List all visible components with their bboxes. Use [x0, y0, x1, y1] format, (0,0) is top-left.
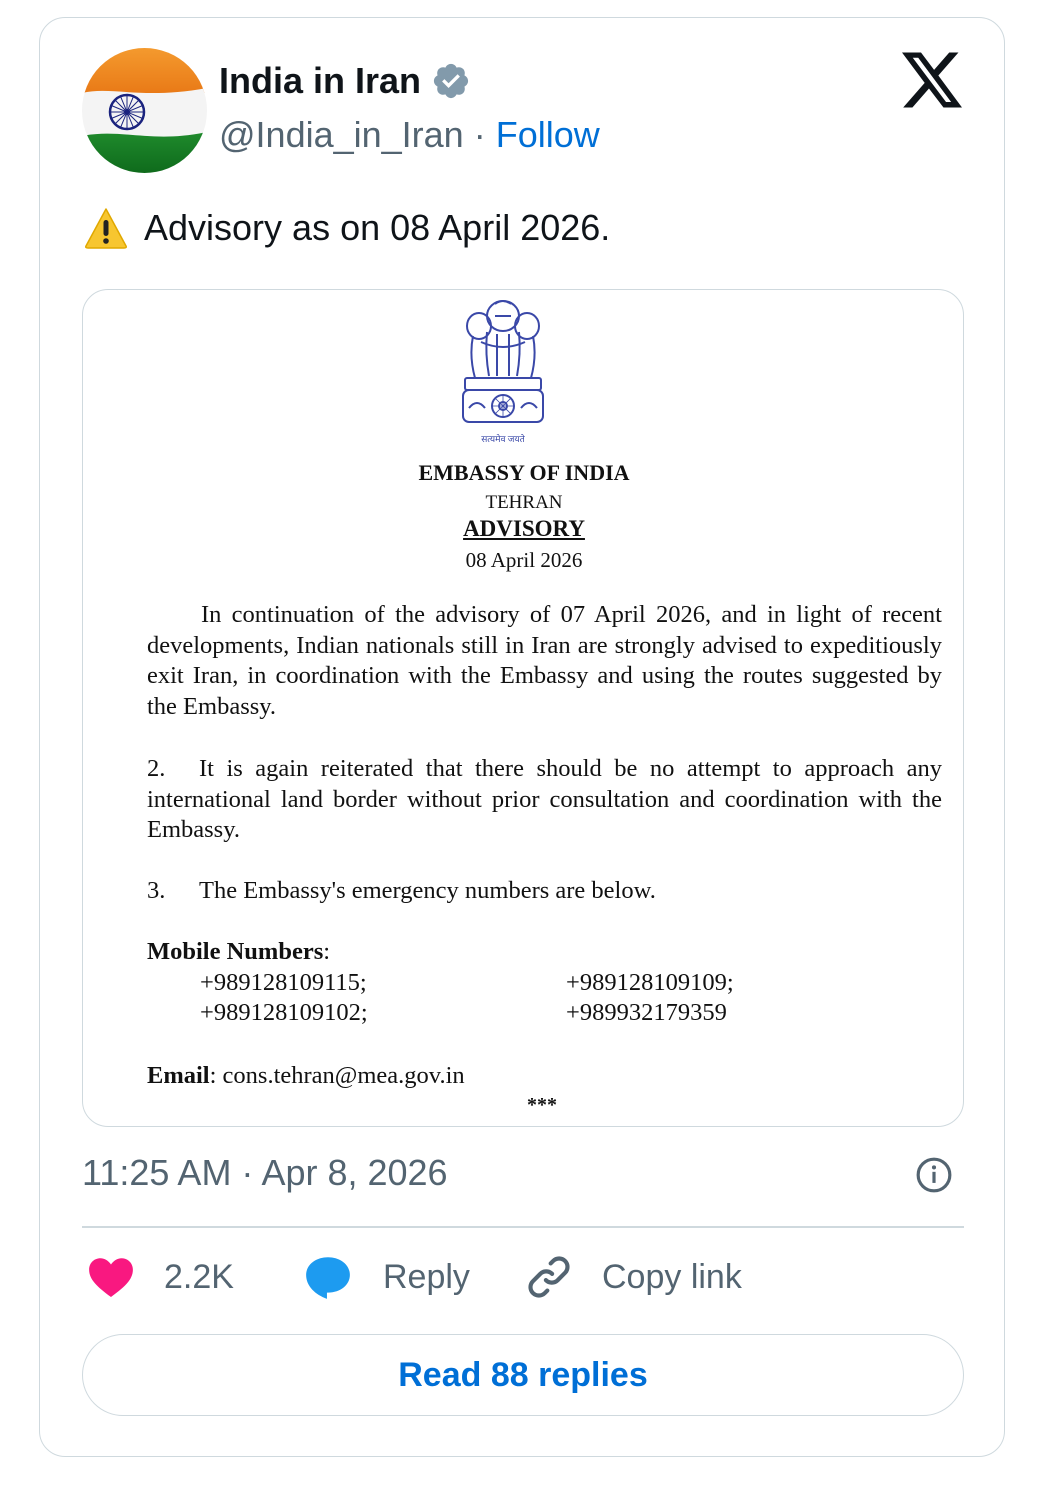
x-logo-icon[interactable] [902, 52, 962, 108]
paragraph-1: In continuation of the advisory of 07 April 2026, and in light of recent developments, Indian nationals still in Iran are strongly advised to expeditiously exit Iran, in coordination with the Embassy and using the routes suggested by the Embassy. [147, 601, 942, 720]
paragraph-3-number: 3. [147, 877, 166, 904]
end-marker: *** [527, 1094, 557, 1116]
mobile-number: +989128109109; [566, 969, 734, 996]
national-emblem-icon [455, 296, 551, 446]
document-heading: EMBASSY OF INDIA [418, 460, 630, 485]
read-replies-button[interactable] [82, 1334, 964, 1416]
mobile-number: +989932179359 [566, 999, 727, 1026]
copy-link-label: Copy link [602, 1257, 742, 1296]
document-city: TEHRAN [485, 492, 563, 513]
author-handle[interactable]: @India_in_Iran [219, 114, 464, 155]
paragraph-2-text: It is again reiterated that there should be no attempt to approach any international land border without prior consultation and coordination with the Embassy. [147, 755, 942, 843]
reply-button[interactable] [303, 1252, 470, 1302]
paragraph-2-number: 2. [147, 755, 166, 782]
like-button[interactable] [86, 1252, 234, 1302]
info-icon[interactable] [915, 1156, 953, 1194]
mobile-number: +989128109102; [200, 999, 368, 1026]
author-name-text[interactable]: India in Iran [219, 60, 422, 101]
verified-badge-icon [431, 61, 471, 101]
email-label: Email [147, 1062, 210, 1089]
reply-bubble-icon [303, 1252, 353, 1302]
mobile-numbers-label [147, 938, 330, 966]
mobile-label-colon: : [323, 938, 331, 965]
reply-label: Reply [383, 1257, 470, 1296]
heart-icon [86, 1252, 136, 1302]
email-value: : cons.tehran@mea.gov.in [209, 1062, 465, 1089]
paragraph-3 [147, 876, 942, 907]
paragraph-3-text: The Embassy's emergency numbers are below. [199, 877, 656, 904]
email-line [147, 1062, 465, 1090]
document-date: 08 April 2026 [465, 548, 583, 572]
author-handle-row [219, 114, 600, 156]
divider [82, 1226, 964, 1228]
copy-link-button[interactable] [524, 1252, 742, 1302]
document-title: ADVISORY [463, 516, 585, 541]
paragraph-2 [147, 754, 942, 846]
tweet-timestamp[interactable]: 11:25 AM · Apr 8, 2026 [82, 1152, 448, 1193]
india-flag-avatar [82, 48, 207, 173]
read-replies-label: Read 88 replies [398, 1355, 648, 1394]
advisory-image[interactable] [82, 289, 964, 1127]
mobile-label-text: Mobile Numbers [147, 938, 324, 965]
emblem-motto: सत्यमेव जयते [481, 434, 525, 444]
advisory-document [83, 290, 963, 1126]
link-icon [524, 1252, 574, 1302]
tweet-text [84, 207, 610, 249]
like-count: 2.2K [164, 1257, 234, 1296]
separator-dot: · [473, 114, 486, 155]
author-name[interactable] [219, 60, 471, 102]
tweet-body: Advisory as on 08 April 2026. [144, 207, 611, 248]
warning-icon [84, 207, 128, 249]
follow-button[interactable]: Follow [495, 114, 600, 155]
avatar[interactable] [82, 48, 207, 173]
mobile-number: +989128109115; [200, 969, 367, 996]
